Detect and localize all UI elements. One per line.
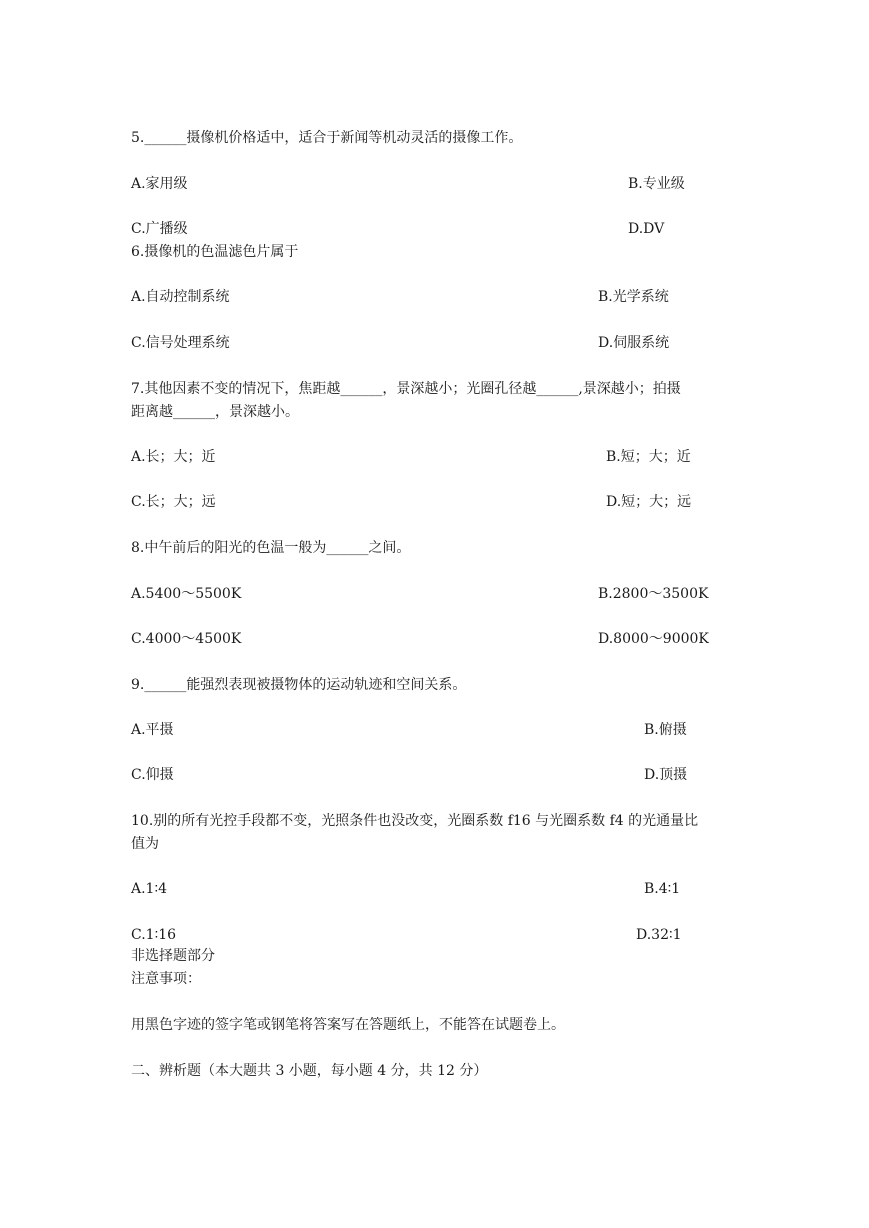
question-7-stem-line-2: 距离越______，景深越小。 [131,404,299,420]
section-heading: 非选择题部分 [131,948,215,964]
question-8-option-c: C.4000～4500K [131,631,242,647]
question-6-option-b: B.光学系统 [598,289,669,305]
question-5-stem: 5.______摄像机价格适中，适合于新闻等机动灵活的摄像工作。 [131,130,523,146]
question-5-option-c: C.广播级 [131,221,188,237]
notice-text: 用黑色字迹的签字笔或钢笔将答案写在答题纸上，不能答在试题卷上。 [131,1017,565,1033]
question-7-stem-line-1: 7.其他因素不变的情况下，焦距越______，景深越小；光圈孔径越______,景深越小；拍摄 [131,381,681,397]
question-8-stem: 8.中午前后的阳光的色温一般为______之间。 [131,540,411,556]
question-5-option-a: A.家用级 [131,176,188,192]
question-10-option-c: C.1∶16 [131,927,177,943]
question-6-stem: 6.摄像机的色温滤色片属于 [131,244,299,260]
notice-title: 注意事项： [131,971,201,987]
question-8-option-a: A.5400～5500K [131,586,242,602]
question-10-stem-line-1: 10.别的所有光控手段都不变，光照条件也没改变，光圈系数 f16 与光圈系数 f4 的光通量比 [131,813,699,829]
question-7-option-c: C.长；大；远 [131,494,216,510]
question-7-option-b: B.短；大；近 [606,449,691,465]
question-5-option-d: D.DV [628,221,665,237]
question-10-option-b: B.4∶1 [644,881,681,897]
question-7-option-d: D.短；大；远 [606,494,692,510]
question-10-option-d: D.32∶1 [636,927,682,943]
question-7-option-a: A.长；大；近 [131,449,216,465]
question-6-option-a: A.自动控制系统 [131,289,230,305]
question-9-option-a: A.平摄 [131,722,174,738]
question-8-option-b: B.2800～3500K [598,586,709,602]
question-10-stem-line-2: 值为 [131,836,159,852]
question-9-option-d: D.顶摄 [644,767,688,783]
question-6-option-d: D.伺服系统 [598,335,670,351]
part-two-heading: 二、辨析题（本大题共 3 小题，每小题 4 分，共 12 分） [131,1063,488,1079]
question-10-option-a: A.1∶4 [131,881,168,897]
question-6-option-c: C.信号处理系统 [131,335,230,351]
question-9-option-c: C.仰摄 [131,767,174,783]
question-9-stem: 9.______能强烈表现被摄物体的运动轨迹和空间关系。 [131,677,467,693]
question-5-option-b: B.专业级 [628,176,685,192]
question-9-option-b: B.俯摄 [644,722,687,738]
question-8-option-d: D.8000～9000K [598,631,709,647]
